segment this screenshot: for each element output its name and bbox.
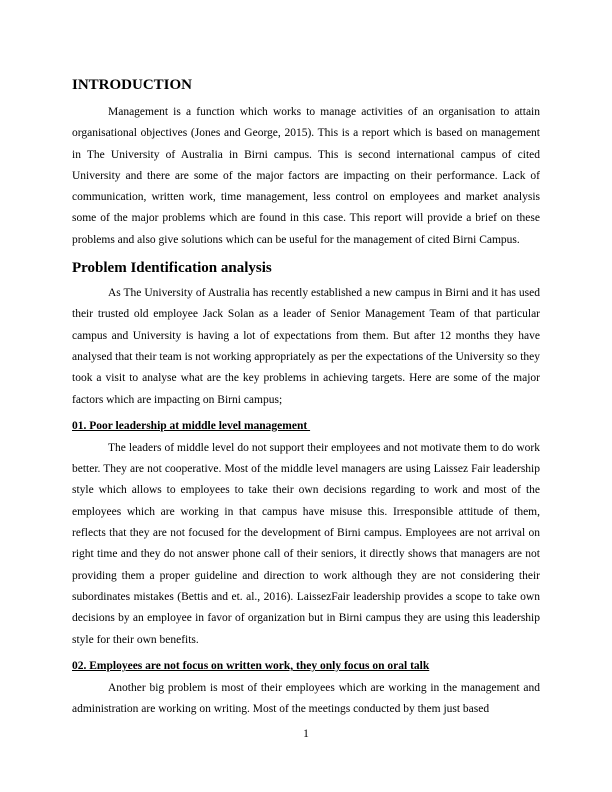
introduction-paragraph: Management is a function which works to manage activities of an organisation to attain organisational objectives (Jones and George, 2015). This is a report which is based on management in The University of Australia in Birni campus. This is second international campus of cited University and there are some of the major factors are impacting on their performance. Lack of communication, written work, time management, less control on employees and market analysis some of the major problems which are found in this case. This report will provide a brief on these problems and also give solutions which can be useful for the management of cited Birni Campus. <box>72 106 540 246</box>
problem-identification-paragraph: As The University of Australia has recently established a new campus in Birni and it has used their trusted old employee Jack Solan as a leader of Senior Management Team of that particular campus and University is having a lot of expectations from them. But after 12 months they have analysed that their team is not working appropriately as per the expectations of the University so they took a visit to analyse what are the key problems in achieving targets. Here are some of the major factors which are impacting on Birni campus; <box>72 287 540 406</box>
poor-leadership-paragraph: The leaders of middle level do not support their employees and not motivate them to do work better. They are not cooperative. Most of the middle level managers are using Laissez Fair leadership style which allows to employees to take their own decisions regarding to work and most of the employees which are working in that campus have misuse this. Irresponsible attitude of them, reflects that they are not focused for the development of Birni campus. Employees are not arrival on right time and they do not answer phone call of their seniors, it directly shows that managers are not providing them a proper guideline and direction to work although they are not considering their subordinates mistakes (Bettis and et. al., 2016). LaissezFair leadership provides a scope to take own decisions by an employee in favor of organization but in Birni campus they are using this leadership style for their own benefits. <box>72 441 540 646</box>
written-work-heading: 02. Employees are not focus on written work, they only focus on oral talk <box>72 659 430 672</box>
poor-leadership-heading: 01. Poor leadership at middle level management <box>72 419 311 432</box>
introduction-heading: INTRODUCTION <box>72 77 193 93</box>
page-number: 1 <box>303 728 309 740</box>
document-page <box>72 76 540 720</box>
problem-identification-heading: Problem Identification analysis <box>72 260 272 277</box>
written-work-paragraph: Another big problem is most of their employees which are working in the management and administration are working on writing. Most of the meetings conducted by them just based <box>72 681 540 716</box>
